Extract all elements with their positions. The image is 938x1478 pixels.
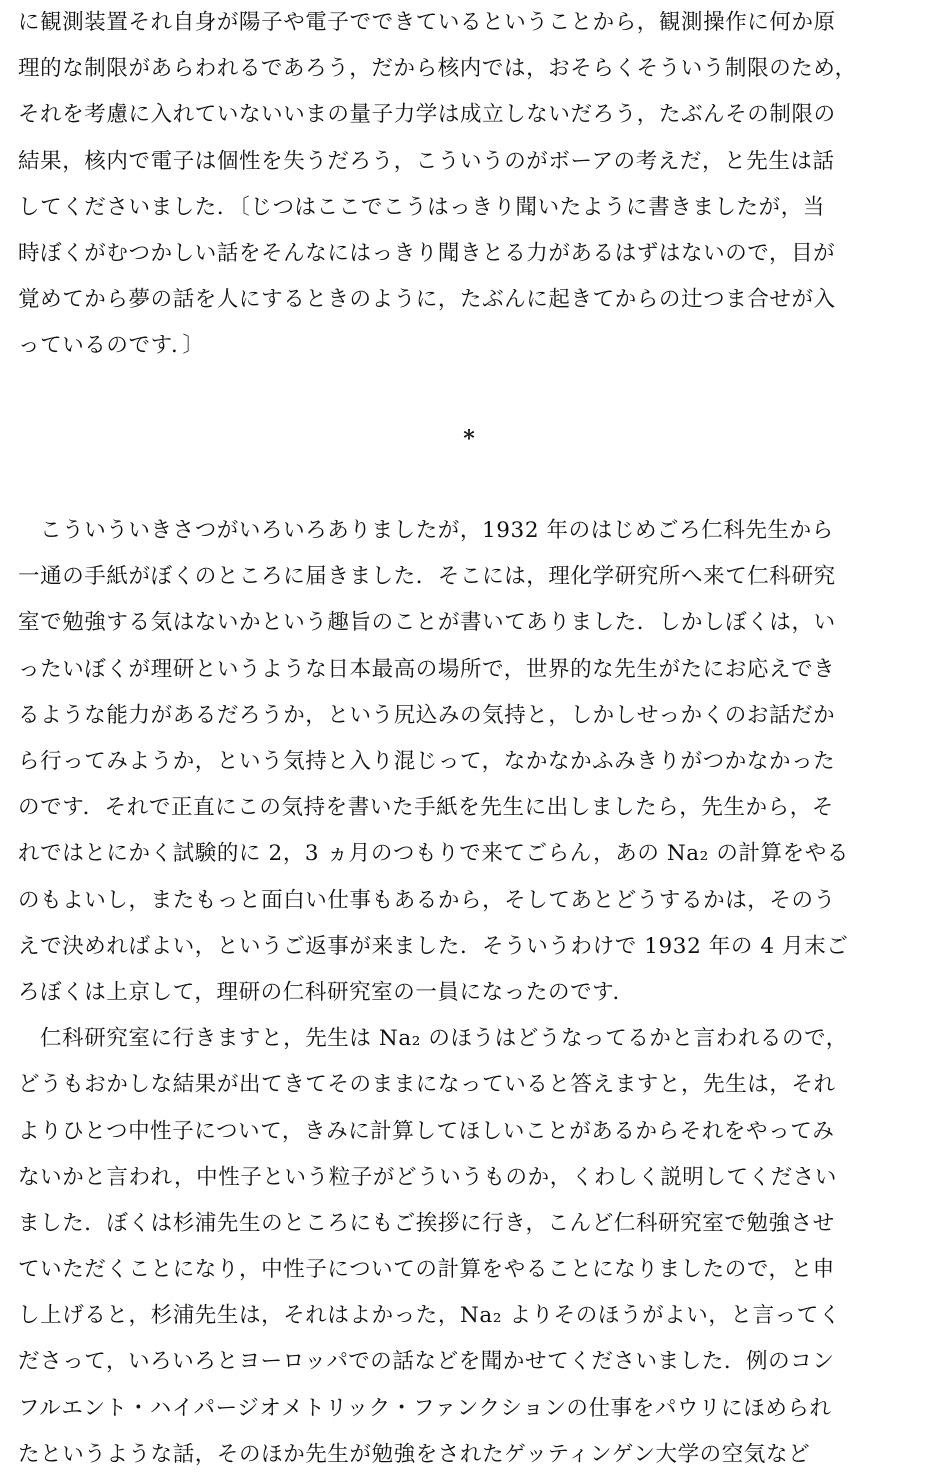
text-line: たというような話，そのほか先生が勉強をされたゲッティンゲン大学の空気など: [18, 1441, 811, 1467]
text-line: フルエント・ハイパージオメトリック・ファンクションの仕事をパウリにほめられ: [18, 1395, 832, 1421]
text-line: るような能力があるだろうか，という尻込みの気持と，しかしせっかくのお話だか: [18, 702, 836, 728]
text-line: ださって，いろいろとヨーロッパでの話などを聞かせてくださいました．例のコン: [18, 1349, 835, 1375]
text-line: 結果，核内で電子は個性を失うだろう，こういうのがボーアの考えだ，と先生は話: [18, 148, 835, 174]
text-line: のもよいし，またもっと面白い仕事もあるから，そしてあとどうするかは，そのう: [18, 887, 836, 913]
text-line: ていただくことになり，中性子についての計算をやることになりましたので，と申: [18, 1257, 835, 1283]
text-line: ないかと言われ，中性子という粒子がどういうものか，くわしく説明してください: [18, 1164, 837, 1190]
text-line: のです．それで正直にこの気持を書いた手紙を先生に出しましたら，先生から，そ: [18, 795, 834, 821]
text-line: っているのです．〕: [18, 333, 205, 359]
text-line: よりひとつ中性子について，きみに計算してほしいことがあるからそれをやってみ: [18, 1118, 835, 1144]
text-line: 理的な制限があらわれるであろう，だから核内では，おそらくそういう制限のため，: [18, 56, 857, 82]
text-line: してくださいました．〔じつはここでこうはっきり聞いたように書きましたが，当: [18, 194, 825, 220]
text-line: 時ぼくがむつかしい話をそんなにはっきり聞きとる力があるはずはないので，目が: [18, 240, 836, 266]
text-line: ろぼくは上京して，理研の仁科研究室の一員になったのです．: [18, 979, 635, 1005]
text-line: どうもおかしな結果が出てきてそのままになっていると答えますと，先生は，それ: [18, 1072, 836, 1098]
text-line: 一通の手紙がぼくのところに届きました．そこには，理化学研究所へ来て仁科研究: [18, 564, 836, 590]
text-line: 覚めてから夢の話を人にするときのように，たぶんに起きてからの辻つま合せが入: [18, 287, 836, 313]
blank-line: [18, 462, 920, 508]
text-line: に観測装置それ自身が陽子や電子でできているということから，観測操作に何か原: [18, 10, 836, 35]
text-line: れではとにかく試験的に 2，3 ヵ月のつもりで来てごらん，あの Na₂ の計算をやる: [18, 841, 849, 867]
section-separator: *: [463, 425, 475, 452]
text-line: それを考慮に入れていないいまの量子力学は成立しないだろう，たぶんその制限の: [18, 102, 836, 128]
text-line: ました．ぼくは杉浦先生のところにもご挨拶に行き，こんど仁科研究室で勉強させ: [18, 1210, 835, 1236]
document-page: [18, 0, 920, 1478]
paragraph-3: [18, 1016, 920, 1478]
text-line: 室で勉強する気はないかという趣旨のことが書いてありました．しかしぼくは，い: [18, 610, 836, 636]
text-line: ったいぼくが理研というような日本最高の場所で，世界的な先生がたにお応えでき: [18, 656, 836, 682]
paragraph-2: [18, 508, 920, 1016]
text-line: えで決めればよい，というご返事が来ました．そういうわけで 1932 年の 4 月末ご: [18, 933, 849, 959]
paragraph-1: [18, 0, 920, 370]
text-line: ら行ってみようか，という気持と入り混じって，なかなかふみきりがつかなかった: [18, 749, 836, 774]
text-line: 仁科研究室に行きますと，先生は Na₂ のほうはどうなってるかと言われるので，: [40, 1026, 848, 1052]
blank-line: [18, 370, 920, 416]
text-line: し上げると，杉浦先生は，それはよかった，Na₂ よりそのほうがよい，と言ってく: [18, 1303, 841, 1329]
text-line: こういういきさつがいろいろありましたが，1932 年のはじめごろ仁科先生から: [40, 518, 834, 544]
